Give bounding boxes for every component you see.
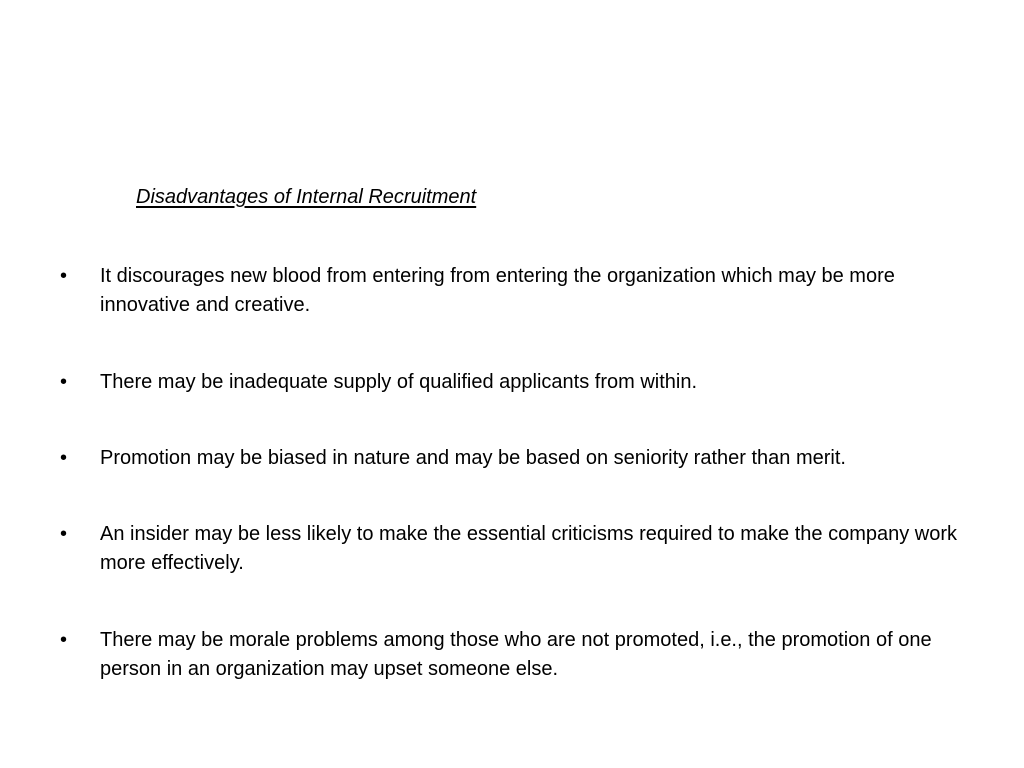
bullet-text: There may be inadequate supply of qualified applicants from within. xyxy=(100,371,698,393)
bullet-dot-icon: • xyxy=(60,447,68,469)
bullet-text: There may be morale problems among those who are not promoted, i.e., the promotion of one person in an organization may upset someone else. xyxy=(100,629,932,680)
slide-heading: Disadvantages of Internal Recruitment xyxy=(136,186,477,208)
bullet-dot-icon: • xyxy=(60,523,68,545)
bullet-text: It discourages new blood from entering from entering the organization which may be more innovative and creative. xyxy=(100,265,895,316)
bullet-dot-icon: • xyxy=(60,265,68,287)
bullet-dot-icon: • xyxy=(60,629,68,651)
bullet-text: An insider may be less likely to make the essential criticisms required to make the company work more effectively. xyxy=(100,523,958,574)
bullet-text: Promotion may be biased in nature and may be based on seniority rather than merit. xyxy=(100,447,846,469)
bullet-dot-icon: • xyxy=(60,371,68,393)
